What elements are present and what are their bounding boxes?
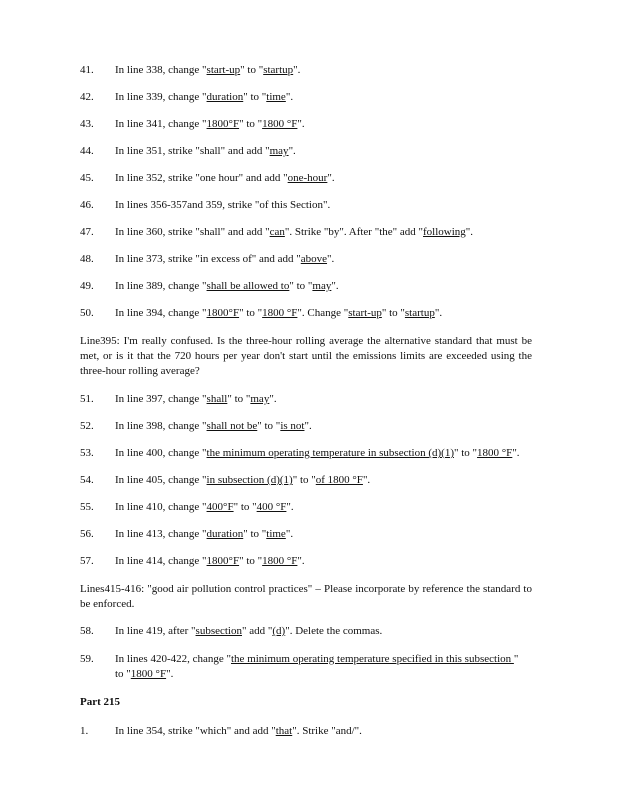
- item-number: 53.: [80, 447, 94, 459]
- item-text: In lines 420-422, change "the minimum operating temperature specified in this subsection ": [115, 653, 519, 665]
- item-number: 44.: [80, 145, 94, 157]
- item-number: 51.: [80, 393, 94, 405]
- item-number: 59.: [80, 653, 94, 665]
- item-number: 50.: [80, 307, 94, 319]
- item-text: In line 394, change "1800°F" to "1800 °F". Change "start-up" to "startup".: [115, 307, 443, 319]
- item-text: In line 414, change "1800°F" to "1800 °F".: [115, 555, 305, 567]
- item-number: 47.: [80, 226, 94, 238]
- comment-paragraph: Line395: I'm really confused. Is the three-hour rolling average the alternative standard that must be met, or is it that the 720 hours per year don't start until the emissions limits are exceeded using the three-hour rolling average?: [80, 335, 532, 377]
- item-number: 57.: [80, 555, 94, 567]
- item-number: 42.: [80, 91, 94, 103]
- item-number: 45.: [80, 172, 94, 184]
- item-number: 43.: [80, 118, 94, 130]
- item-number: 56.: [80, 528, 94, 540]
- item-number: 41.: [80, 64, 94, 76]
- item-number: 49.: [80, 280, 94, 292]
- item-text: In line 400, change "the minimum operating temperature in subsection (d)(1)" to "1800 °F".: [115, 447, 520, 459]
- comment-paragraph: Lines415-416: "good air pollution control practices" – Please incorporate by reference the standard to be enforced.: [80, 583, 532, 610]
- item-number: 52.: [80, 420, 94, 432]
- item-number: 58.: [80, 625, 94, 637]
- item-text: to "1800 °F".: [115, 668, 174, 680]
- item-text: In line 413, change "duration" to "time".: [115, 528, 294, 540]
- item-text: In lines 356-357and 359, strike "of this Section".: [115, 199, 331, 211]
- item-text: In line 341, change "1800°F" to "1800 °F".: [115, 118, 305, 130]
- item-text: In line 419, after "subsection" add "(d)". Delete the commas.: [115, 625, 383, 637]
- item-text: In line 373, strike "in excess of" and add "above".: [115, 253, 335, 265]
- item-number: 54.: [80, 474, 94, 486]
- item-number: 46.: [80, 199, 94, 211]
- item-text: In line 338, change "start-up" to "startup".: [115, 64, 301, 76]
- item-text: In line 410, change "400°F" to "400 °F".: [115, 501, 294, 513]
- item-text: In line 398, change "shall not be" to "is not".: [115, 420, 312, 432]
- item-text: In line 397, change "shall" to "may".: [115, 393, 277, 405]
- item-text: In line 360, strike "shall" and add "can". Strike "by". After "the" add "following".: [115, 226, 474, 238]
- item-number: 48.: [80, 253, 94, 265]
- item-text: In line 389, change "shall be allowed to" to "may".: [115, 280, 339, 292]
- item-text: In line 339, change "duration" to "time".: [115, 91, 294, 103]
- part-heading: Part 215: [80, 696, 121, 708]
- item-number: 1.: [80, 725, 89, 737]
- item-text: In line 354, strike "which" and add "that". Strike "and/".: [115, 725, 362, 737]
- item-number: 55.: [80, 501, 94, 513]
- item-text: In line 405, change "in subsection (d)(1)" to "of 1800 °F".: [115, 474, 371, 486]
- item-text: In line 351, strike "shall" and add "may".: [115, 145, 296, 157]
- item-text: In line 352, strike "one hour" and add "one-hour".: [115, 172, 335, 184]
